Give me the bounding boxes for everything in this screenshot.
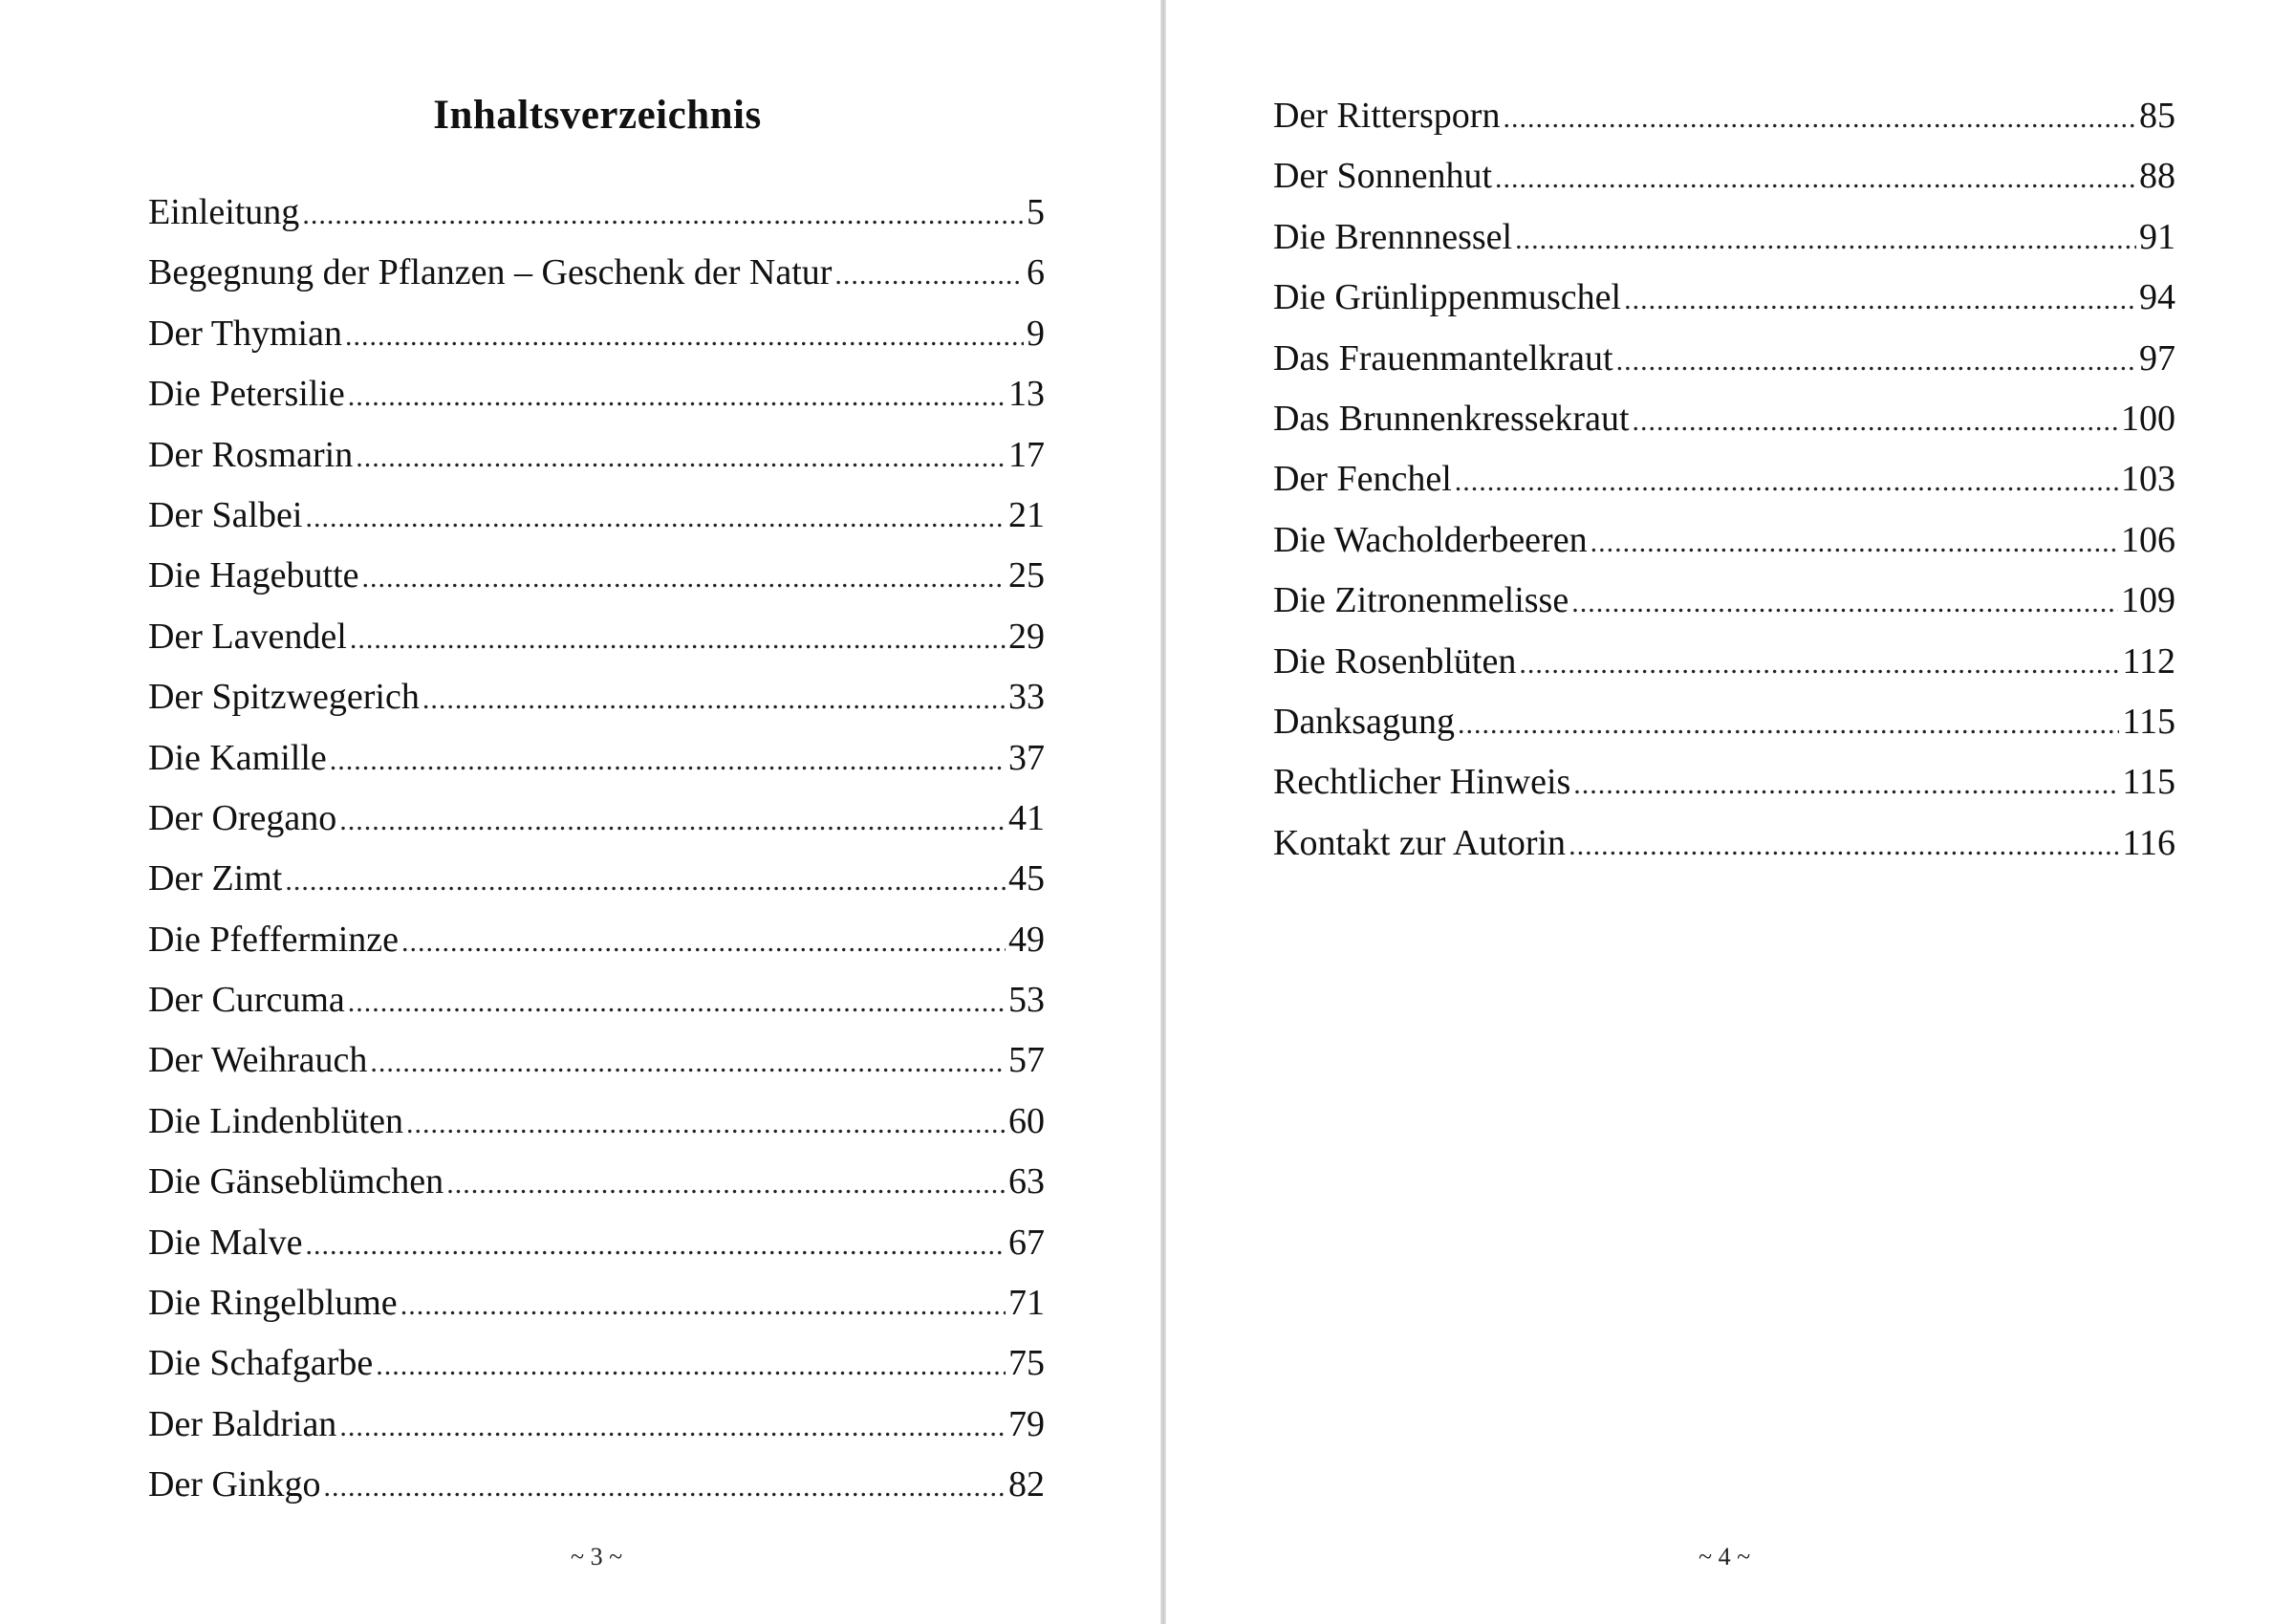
toc-entry-page-number: 116 xyxy=(2122,822,2175,863)
dot-leader xyxy=(350,623,1006,656)
toc-entry-title: Der Rittersporn xyxy=(1273,96,1501,136)
toc-entry-page-number: 112 xyxy=(2122,640,2175,682)
toc-entry[interactable] xyxy=(148,979,1045,1039)
toc-entry-title: Der Spitzwegerich xyxy=(148,677,420,718)
toc-entry[interactable] xyxy=(1273,155,2175,215)
toc-entry[interactable] xyxy=(1273,519,2175,579)
dot-leader xyxy=(1633,405,2118,438)
toc-entry[interactable] xyxy=(148,1403,1045,1463)
dot-leader xyxy=(302,199,1024,231)
dot-leader xyxy=(1519,648,2119,681)
toc-entry-page-number: 21 xyxy=(1008,494,1045,535)
toc-entry-page-number: 5 xyxy=(1027,192,1045,232)
toc-entry-page-number: 82 xyxy=(1008,1464,1045,1505)
toc-entry-title: Der Thymian xyxy=(148,313,342,354)
toc-entry-title: Die Gänseblümchen xyxy=(148,1161,444,1202)
toc-entry-page-number: 49 xyxy=(1008,919,1045,960)
toc-entry-title: Das Frauenmantelkraut xyxy=(1273,337,1613,379)
toc-entry-page-number: 97 xyxy=(2139,337,2175,379)
toc-entry-title: Die Petersilie xyxy=(148,374,345,415)
toc-entry-title: Die Brennnessel xyxy=(1273,216,1513,257)
toc-entry[interactable] xyxy=(1273,458,2175,518)
dot-leader xyxy=(1573,769,2119,801)
dot-leader xyxy=(330,745,1006,777)
toc-entry-page-number: 33 xyxy=(1008,677,1045,718)
toc-entry[interactable] xyxy=(148,797,1045,857)
toc-entry-title: Einleitung xyxy=(148,192,300,232)
toc-entry-title: Der Baldrian xyxy=(148,1403,337,1444)
toc-entry[interactable] xyxy=(148,1039,1045,1099)
dot-leader xyxy=(406,1108,1006,1140)
toc-entry-page-number: 75 xyxy=(1008,1343,1045,1384)
toc-entry-page-number: 37 xyxy=(1008,737,1045,778)
toc-list-right xyxy=(1273,95,2175,882)
toc-entry-page-number: 9 xyxy=(1027,313,1045,354)
toc-entry-page-number: 29 xyxy=(1008,616,1045,657)
dot-leader xyxy=(1515,224,2136,256)
toc-entry-title: Die Lindenblüten xyxy=(148,1100,403,1141)
toc-entry[interactable] xyxy=(1273,761,2175,821)
toc-entry-title: Rechtlicher Hinweis xyxy=(1273,762,1571,803)
toc-heading: Inhaltsverzeichnis xyxy=(433,93,762,138)
dot-leader xyxy=(1624,284,2136,316)
toc-entry-page-number: 103 xyxy=(2121,459,2175,500)
toc-entry-page-number: 53 xyxy=(1008,980,1045,1021)
dot-leader xyxy=(422,683,1006,716)
toc-entry-page-number: 25 xyxy=(1008,555,1045,596)
dot-leader xyxy=(356,442,1006,474)
toc-entry-title: Die Schafgarbe xyxy=(148,1343,374,1384)
toc-entry-page-number: 109 xyxy=(2121,580,2175,621)
toc-entry[interactable] xyxy=(1273,398,2175,458)
toc-list-left xyxy=(148,191,1045,1525)
toc-entry[interactable] xyxy=(148,919,1045,979)
page-number-right: ~ 4 ~ xyxy=(1699,1543,1751,1570)
dot-leader xyxy=(376,1350,1006,1382)
toc-entry-title: Die Zitronenmelisse xyxy=(1273,580,1569,621)
toc-entry[interactable] xyxy=(148,1222,1045,1282)
toc-entry[interactable] xyxy=(1273,216,2175,276)
dot-leader xyxy=(285,865,1006,898)
dot-leader xyxy=(305,502,1006,534)
toc-entry[interactable] xyxy=(1273,640,2175,701)
toc-entry-title: Die Malve xyxy=(148,1222,303,1263)
toc-entry-page-number: 45 xyxy=(1008,858,1045,899)
toc-entry-title: Der Salbei xyxy=(148,494,303,535)
toc-entry-title: Der Zimt xyxy=(148,858,283,899)
dot-leader xyxy=(1495,162,2136,195)
dot-leader xyxy=(1571,587,2118,619)
toc-entry[interactable] xyxy=(148,857,1045,918)
toc-entry-page-number: 79 xyxy=(1008,1403,1045,1444)
toc-entry-page-number: 57 xyxy=(1008,1040,1045,1081)
dot-leader xyxy=(370,1047,1006,1079)
dot-leader xyxy=(400,1289,1006,1322)
toc-entry-page-number: 115 xyxy=(2122,701,2175,742)
toc-entry[interactable] xyxy=(1273,579,2175,639)
toc-entry-page-number: 6 xyxy=(1027,252,1045,293)
toc-entry[interactable] xyxy=(148,1160,1045,1221)
toc-entry-title: Der Curcuma xyxy=(148,980,345,1021)
toc-entry-page-number: 63 xyxy=(1008,1161,1045,1202)
dot-leader xyxy=(1455,466,2118,498)
toc-entry-title: Begegnung der Pflanzen – Geschenk der Natur xyxy=(148,252,833,293)
toc-entry[interactable] xyxy=(148,434,1045,494)
dot-leader xyxy=(339,1411,1006,1443)
toc-entry[interactable] xyxy=(148,676,1045,736)
toc-entry-title: Kontakt zur Autorin xyxy=(1273,822,1567,863)
toc-entry-page-number: 41 xyxy=(1008,797,1045,838)
toc-entry-page-number: 71 xyxy=(1008,1283,1045,1324)
toc-entry-title: Der Sonnenhut xyxy=(1273,156,1493,197)
dot-leader xyxy=(1503,102,2136,135)
toc-entry[interactable] xyxy=(148,1342,1045,1402)
toc-entry[interactable] xyxy=(1273,337,2175,398)
dot-leader xyxy=(305,1229,1006,1262)
toc-entry-title: Danksagung xyxy=(1273,701,1455,742)
toc-entry[interactable] xyxy=(1273,95,2175,155)
toc-entry-page-number: 115 xyxy=(2122,762,2175,803)
toc-entry[interactable] xyxy=(1273,701,2175,761)
toc-entry-title: Der Lavendel xyxy=(148,616,347,657)
page-number-left: ~ 3 ~ xyxy=(571,1543,623,1570)
toc-entry[interactable] xyxy=(148,373,1045,433)
dot-leader xyxy=(323,1471,1006,1504)
toc-entry-title: Die Pfefferminze xyxy=(148,919,400,960)
toc-entry-page-number: 67 xyxy=(1008,1222,1045,1263)
toc-entry[interactable] xyxy=(1273,822,2175,882)
dot-leader xyxy=(348,380,1006,413)
toc-entry[interactable] xyxy=(148,1100,1045,1160)
toc-entry-page-number: 91 xyxy=(2139,216,2175,257)
dot-leader xyxy=(362,562,1006,595)
toc-entry-title: Die Wacholderbeeren xyxy=(1273,519,1588,560)
toc-entry-page-number: 88 xyxy=(2139,156,2175,197)
toc-entry[interactable] xyxy=(148,251,1045,312)
toc-entry-title: Die Rosenblüten xyxy=(1273,640,1517,682)
toc-entry-page-number: 13 xyxy=(1008,374,1045,415)
toc-entry-page-number: 100 xyxy=(2121,398,2175,439)
toc-entry-page-number: 106 xyxy=(2121,519,2175,560)
toc-entry[interactable] xyxy=(148,1282,1045,1342)
dot-leader xyxy=(834,259,1024,292)
toc-entry-title: Der Weihrauch xyxy=(148,1040,368,1081)
dot-leader xyxy=(446,1168,1006,1201)
toc-entry-title: Der Rosmarin xyxy=(148,434,354,475)
dot-leader xyxy=(348,986,1006,1019)
toc-entry[interactable] xyxy=(148,313,1045,373)
toc-entry[interactable] xyxy=(148,616,1045,676)
dot-leader xyxy=(339,805,1006,837)
toc-entry-title: Die Ringelblume xyxy=(148,1283,398,1324)
toc-entry-title: Die Kamille xyxy=(148,737,327,778)
dot-leader xyxy=(1458,708,2119,741)
toc-entry[interactable] xyxy=(1273,276,2175,336)
dot-leader xyxy=(401,926,1006,959)
toc-entry-title: Die Grünlippenmuschel xyxy=(1273,277,1622,318)
dot-leader xyxy=(1616,345,2136,378)
toc-entry-title: Der Oregano xyxy=(148,797,337,838)
toc-entry-page-number: 85 xyxy=(2139,96,2175,136)
toc-entry-title: Der Ginkgo xyxy=(148,1464,321,1505)
dot-leader xyxy=(1591,527,2118,559)
toc-entry[interactable] xyxy=(148,494,1045,554)
toc-entry[interactable] xyxy=(148,191,1045,251)
toc-entry[interactable] xyxy=(148,554,1045,615)
toc-entry[interactable] xyxy=(148,737,1045,797)
toc-entry-page-number: 17 xyxy=(1008,434,1045,475)
right-page xyxy=(1166,0,2294,1624)
toc-entry-title: Der Fenchel xyxy=(1273,459,1452,500)
toc-entry[interactable] xyxy=(148,1463,1045,1524)
toc-entry-title: Das Brunnenkressekraut xyxy=(1273,398,1630,439)
dot-leader xyxy=(345,320,1024,353)
dot-leader xyxy=(1569,830,2119,862)
toc-entry-page-number: 60 xyxy=(1008,1100,1045,1141)
toc-entry-page-number: 94 xyxy=(2139,277,2175,318)
toc-entry-title: Die Hagebutte xyxy=(148,555,359,596)
